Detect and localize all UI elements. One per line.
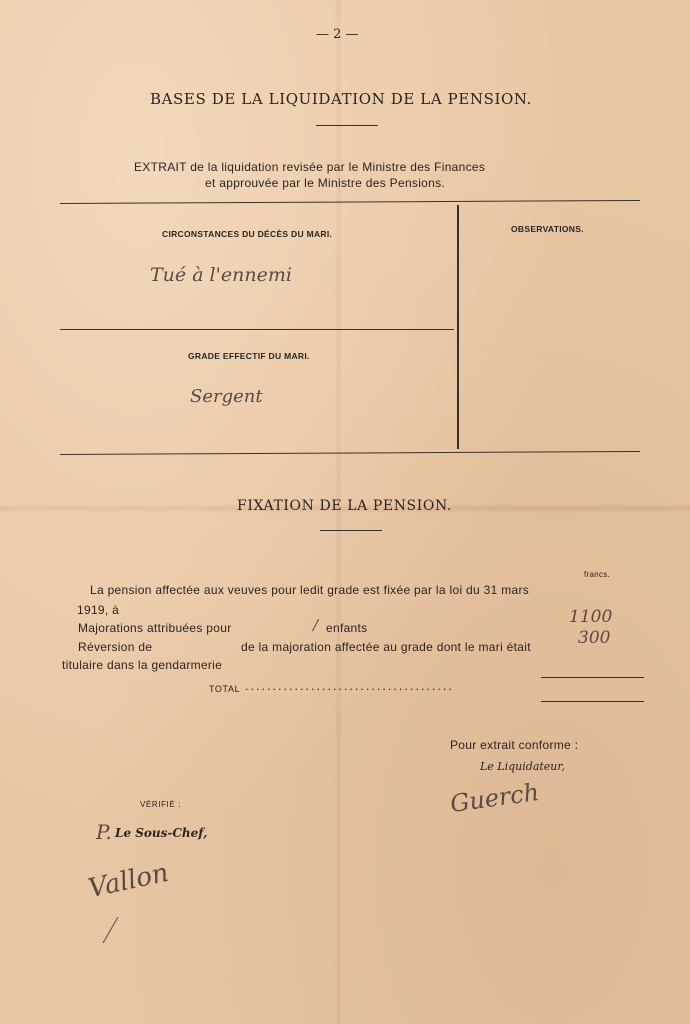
amount-2: 300 bbox=[578, 628, 611, 648]
table-top-border bbox=[60, 200, 640, 204]
verifie-label: VÉRIFIÉ : bbox=[140, 800, 181, 809]
fixation-title: FIXATION DE LA PENSION. bbox=[237, 498, 452, 514]
francs-label: francs. bbox=[584, 570, 611, 579]
fixation-rule bbox=[320, 530, 382, 531]
table-middle-border bbox=[60, 329, 454, 330]
title-rule bbox=[316, 125, 378, 126]
amount-rule-top bbox=[541, 677, 644, 678]
pour-extrait-conforme: Pour extrait conforme : bbox=[450, 738, 579, 752]
majorations-count: / bbox=[313, 616, 319, 634]
p-initial: P. bbox=[96, 820, 112, 844]
amount-rule-bottom bbox=[541, 701, 644, 702]
reversion-label: Réversion de bbox=[78, 640, 153, 654]
reversion-text: de la majoration affectée au grade dont le mari était bbox=[241, 640, 531, 654]
page-number: — 2 — bbox=[316, 27, 359, 42]
grade-value: Sergent bbox=[190, 386, 263, 407]
total-dots: ...................................... bbox=[245, 680, 454, 693]
page-title: BASES DE LA LIQUIDATION DE LA PENSION. bbox=[150, 90, 533, 108]
extract-line-1: EXTRAIT de la liquidation revisée par le Ministre des Finances bbox=[134, 160, 486, 174]
enfants-label: enfants bbox=[326, 621, 368, 635]
table-vertical-divider bbox=[457, 205, 459, 449]
total-label: TOTAL bbox=[209, 684, 241, 694]
liquidateur-label: Le Liquidateur, bbox=[480, 760, 565, 773]
majorations-label: Majorations attribuées pour bbox=[78, 621, 232, 635]
table-bottom-border bbox=[60, 451, 640, 455]
titulaire-text: titulaire dans la gendarmerie bbox=[62, 658, 223, 672]
amount-1: 1100 bbox=[569, 607, 613, 627]
circumstances-label: CIRCONSTANCES DU DÉCÈS DU MARI. bbox=[162, 229, 333, 239]
extract-line-2: et approuvée par le Ministre des Pensions. bbox=[205, 176, 446, 190]
signature-stroke bbox=[103, 917, 119, 943]
sous-chef-label: Le Sous-Chef, bbox=[115, 826, 208, 840]
pension-line-1: La pension affectée aux veuves pour ledit grade est fixée par la loi du 31 mars bbox=[90, 583, 530, 597]
circumstances-value: Tué à l'ennemi bbox=[150, 264, 292, 286]
pension-line-2: 1919, à bbox=[77, 603, 120, 617]
liquidateur-signature: Guerch bbox=[448, 777, 541, 819]
observations-label: OBSERVATIONS. bbox=[511, 224, 584, 234]
grade-label: GRADE EFFECTIF DU MARI. bbox=[188, 351, 310, 361]
sous-chef-signature: Vallon bbox=[85, 857, 172, 905]
